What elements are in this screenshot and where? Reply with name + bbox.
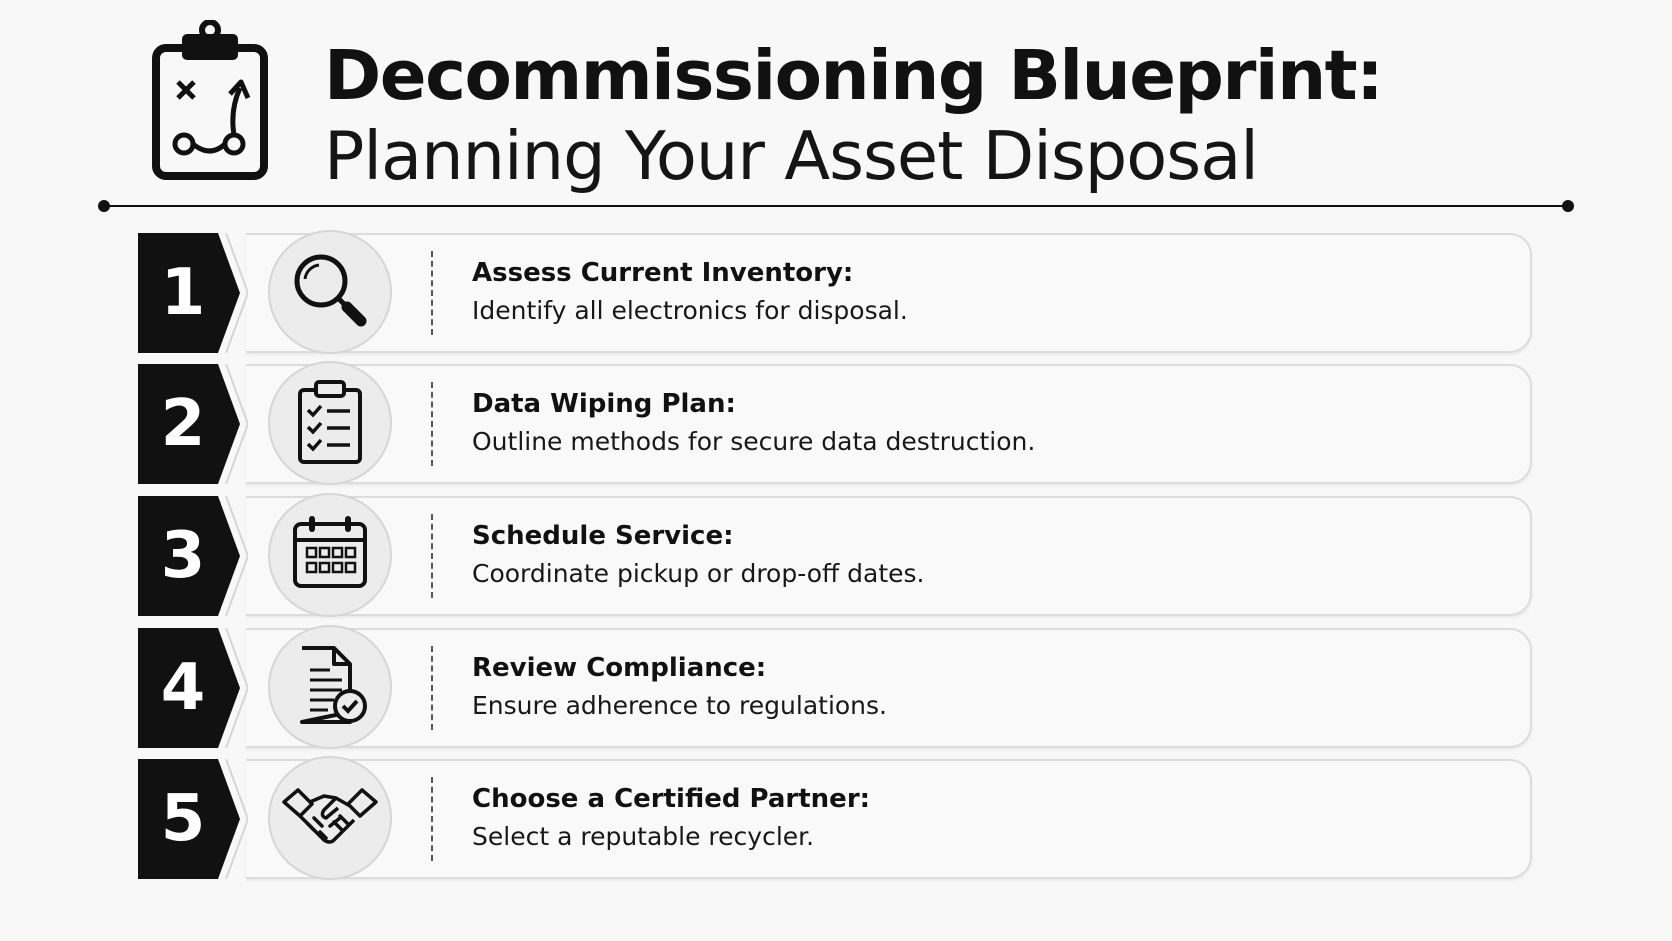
step-text [472, 518, 925, 592]
title-block [324, 34, 1382, 194]
step-number: 3 [160, 519, 206, 593]
step-icon-circle [268, 230, 392, 354]
document-check-icon [288, 640, 372, 734]
step-item [138, 233, 1534, 353]
step-divider-line [431, 382, 433, 466]
page-subtitle: Planning Your Asset Disposal [324, 117, 1258, 195]
step-divider-line [431, 777, 433, 861]
step-item [138, 364, 1534, 484]
step-icon-circle [268, 361, 392, 485]
step-number: 2 [160, 387, 206, 461]
step-text [472, 781, 870, 855]
step-number: 5 [160, 782, 206, 856]
clipboard-strategy-icon [148, 20, 278, 190]
step-card [246, 759, 1532, 879]
header-divider [102, 205, 1570, 207]
step-description: Identify all electronics for disposal. [472, 296, 908, 325]
step-card [246, 628, 1532, 748]
handshake-icon [280, 776, 380, 860]
divider-dot-left [98, 200, 110, 212]
step-title: Assess Current Inventory: [472, 258, 854, 288]
step-divider-line [431, 514, 433, 598]
step-description: Outline methods for secure data destruction. [472, 427, 1036, 456]
step-title: Review Compliance: [472, 653, 767, 683]
step-icon-circle [268, 625, 392, 749]
step-title: Data Wiping Plan: [472, 389, 736, 419]
checklist-clipboard-icon [290, 376, 370, 470]
step-description: Coordinate pickup or drop-off dates. [472, 559, 925, 588]
page-title: Decommissioning Blueprint: [324, 36, 1383, 116]
step-icon-circle [268, 493, 392, 617]
step-icon-circle [268, 756, 392, 880]
step-item [138, 759, 1534, 879]
step-title: Schedule Service: [472, 521, 734, 551]
calendar-icon [287, 510, 373, 600]
step-number: 4 [160, 651, 206, 725]
step-description: Ensure adherence to regulations. [472, 691, 888, 720]
step-text [472, 650, 887, 724]
step-title: Choose a Certified Partner: [472, 784, 871, 814]
step-item [138, 496, 1534, 616]
divider-dot-right [1562, 200, 1574, 212]
step-text [472, 255, 908, 329]
step-number: 1 [160, 256, 206, 330]
step-divider-line [431, 646, 433, 730]
step-text [472, 386, 1035, 460]
magnifying-glass-icon [285, 245, 375, 339]
step-description: Select a reputable recycler. [472, 822, 815, 851]
step-item [138, 628, 1534, 748]
step-divider-line [431, 251, 433, 335]
